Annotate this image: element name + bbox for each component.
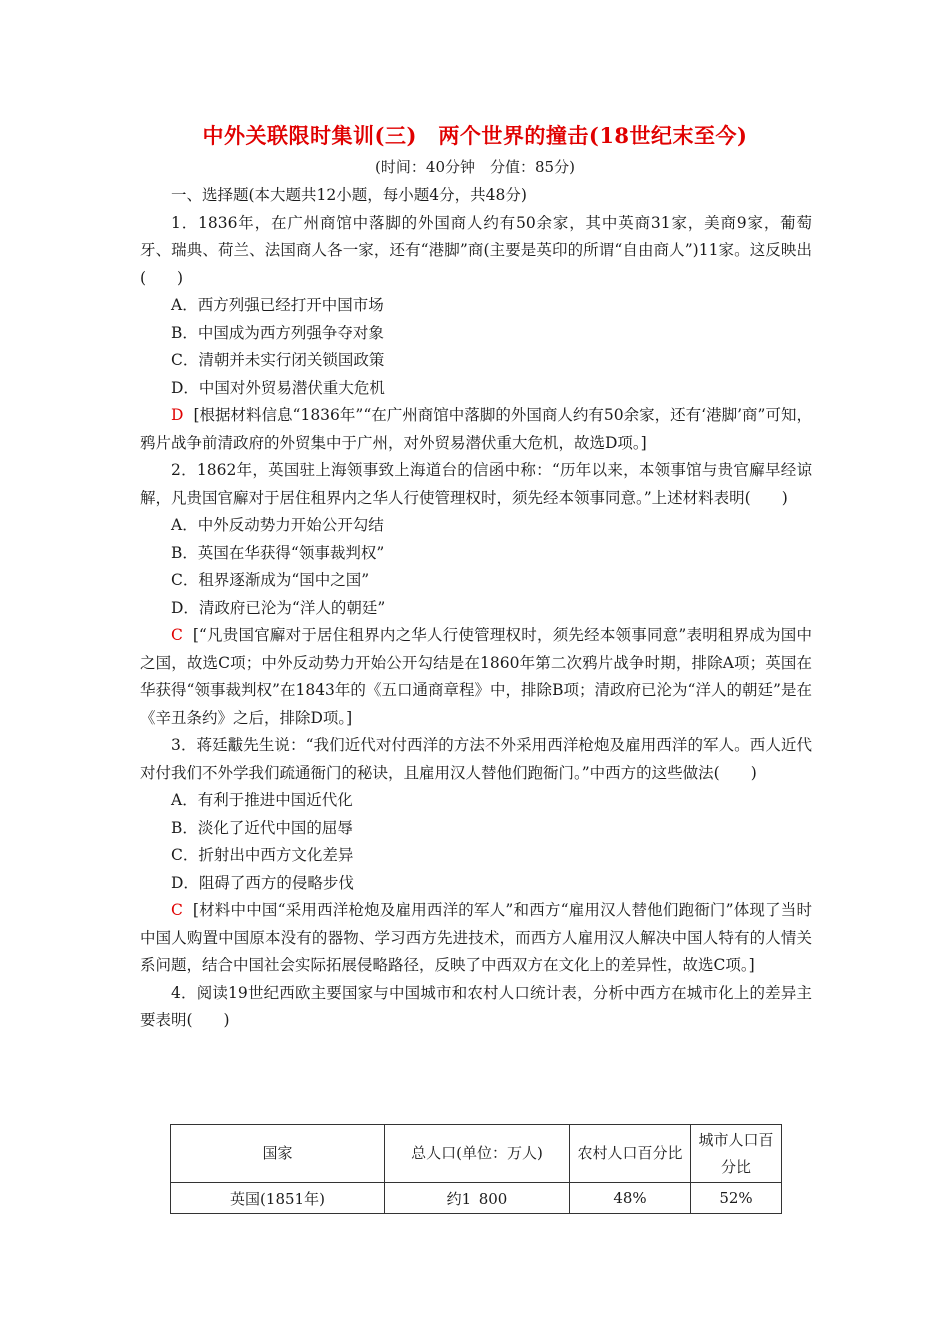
table-row <box>171 1183 782 1214</box>
document-body <box>140 182 812 1035</box>
question-option: D．清政府已沦为“洋人的朝廷” <box>171 598 386 617</box>
question-option: C．清朝并未实行闭关锁国政策 <box>171 351 385 369</box>
page-title: 中外关联限时集训(三) 两个世界的撞击(18世纪末至今) <box>202 123 748 148</box>
question-option: A．中外反动势力开始公开勾结 <box>171 516 384 534</box>
table-cell: 约1 800 <box>385 1183 570 1214</box>
question-option: A．西方列强已经打开中国市场 <box>171 296 384 314</box>
answer-letter: C <box>171 901 183 919</box>
explanation-text: [“凡贵国官廨对于居住租界内之华人行使管理权时，须先经本领事同意”表明租界成为国中之国，故选C项；中外反动势力开始公开勾结是在1860年第二次鸦片战争时期，排除A项；英国在华获得“领事裁判权”在1843年的《五口通商章程》中，排除B项；清政府已沦为“洋人的朝廷”是在《辛丑条约》之后，排除D项。] <box>140 626 812 727</box>
explanation-text: [根据材料信息“1836年”“在广州商馆中落脚的外国商人约有50余家，还有‘港脚’商”可知，鸦片战争前清政府的外贸集中于广州，对外贸易潜伏重大危机，故选D项。] <box>140 406 812 452</box>
table-cell: 52% <box>691 1183 782 1214</box>
question-option: B．淡化了近代中国的屈辱 <box>171 818 353 837</box>
table-header-cell: 国家 <box>171 1125 385 1183</box>
answer-explanation <box>140 402 812 457</box>
table-cell: 英国(1851年) <box>171 1183 385 1214</box>
table-header-cell: 总人口(单位：万人) <box>385 1125 570 1183</box>
population-table <box>170 1124 782 1214</box>
explanation-text: [材料中中国“采用西洋枪炮及雇用西洋的军人”和西方“雇用汉人替他们跑衙门”体现了当时中国人购置中国原本没有的器物、学习西方先进技术，而西方人雇用汉人解决中国人特有的人情关系问题，结合中国社会实际拓展侵略路径，反映了中西双方在文化上的差异性，故选C项。] <box>140 901 812 974</box>
page-subtitle: (时间：40分钟 分值：85分) <box>375 158 575 176</box>
question-option: A．有利于推进中国近代化 <box>171 791 353 809</box>
answer-letter: C <box>171 626 183 644</box>
answer-letter: D <box>171 406 184 424</box>
table-cell: 48% <box>570 1183 691 1214</box>
question-stem: 4．阅读19世纪西欧主要国家与中国城市和农村人口统计表，分析中西方在城市化上的差异主要表明( ) <box>140 983 812 1029</box>
answer-explanation <box>140 622 812 732</box>
table-header-cell: 城市人口百分比 <box>691 1125 782 1183</box>
table-header-row <box>171 1125 782 1183</box>
question-option: C．折射出中西方文化差异 <box>171 846 354 864</box>
section-heading: 一、选择题(本大题共12小题，每小题4分，共48分) <box>171 186 527 204</box>
question-option: D．阻碍了西方的侵略步伐 <box>171 873 354 892</box>
answer-explanation <box>140 897 812 980</box>
question-option: D．中国对外贸易潜伏重大危机 <box>171 378 385 397</box>
question-stem: 2．1862年，英国驻上海领事致上海道台的信函中称：“历年以来，本领事馆与贵官廨早经谅解，凡贵国官廨对于居住租界内之华人行使管理权时，须先经本领事同意。”上述材料表明( ) <box>140 461 812 507</box>
question-option: B．中国成为西方列强争夺对象 <box>171 323 384 342</box>
question-stem: 3．蒋廷黻先生说：“我们近代对付西洋的方法不外采用西洋枪炮及雇用西洋的军人。西人近代对付我们不外学我们疏通衙门的秘诀，且雇用汉人替他们跑衙门。”中西方的这些做法( ) <box>140 736 812 782</box>
question-option: B．英国在华获得“领事裁判权” <box>171 543 385 562</box>
question-option: C．租界逐渐成为“国中之国” <box>171 571 370 589</box>
question-stem: 1．1836年，在广州商馆中落脚的外国商人约有50余家，其中英商31家，美商9家，葡萄牙、瑞典、荷兰、法国商人各一家，还有“港脚”商(主要是英印的所谓“自由商人”)11家。这反映出( ) <box>140 213 812 287</box>
table-header-cell: 农村人口百分比 <box>570 1125 691 1183</box>
